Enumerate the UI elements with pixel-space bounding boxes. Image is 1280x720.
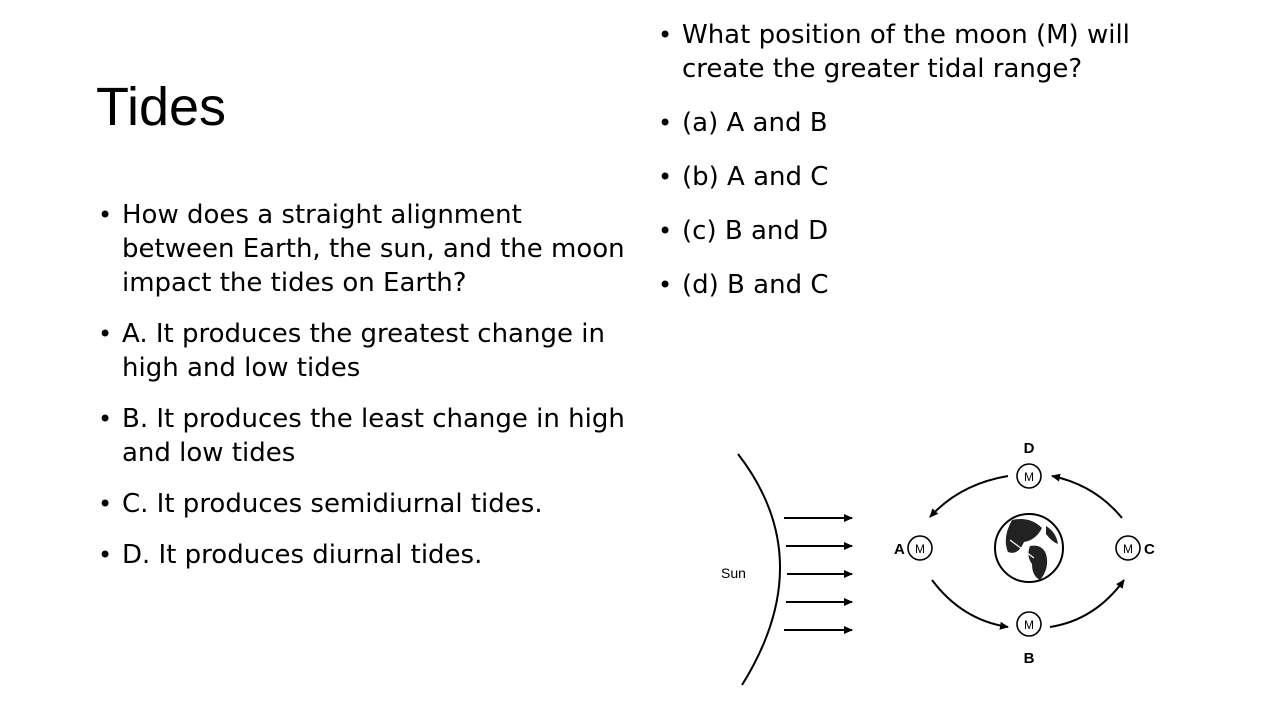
orbit-arrow <box>1052 476 1122 518</box>
position-label-d: D <box>1023 440 1035 457</box>
orbit-arrow <box>1050 580 1124 627</box>
sunlight-arrows <box>784 518 852 630</box>
question-one-list <box>96 198 626 589</box>
orbit-arrow <box>932 580 1008 627</box>
sun-label: Sun <box>721 565 746 581</box>
moon-position-d <box>1017 440 1041 488</box>
slide-title: Tides <box>96 77 227 137</box>
answer-choice-b: • (b) A and C <box>656 160 1216 194</box>
question-two-text: • What position of the moon (M) will create the greater tidal range? <box>656 18 1216 86</box>
position-label-c: C <box>1144 541 1155 558</box>
answer-choice-d: • (d) B and C <box>656 268 1216 302</box>
orbit-arrow <box>930 476 1008 517</box>
position-label-a: A <box>894 541 905 558</box>
moon-symbol: M <box>1123 542 1133 556</box>
answer-option-a: • A. It produces the greatest change in high and low tides <box>96 317 626 385</box>
moon-position-a <box>894 536 932 560</box>
earth-icon <box>995 514 1063 582</box>
moon-symbol: M <box>1024 618 1034 632</box>
moon-symbol: M <box>1024 470 1034 484</box>
moon-position-b <box>1017 612 1041 667</box>
answer-option-c: • C. It produces semidiurnal tides. <box>96 487 626 521</box>
moon-symbol: M <box>915 542 925 556</box>
answer-choice-a: • (a) A and B <box>656 106 1216 140</box>
question-two-list <box>656 18 1216 322</box>
answer-option-b: • B. It produces the least change in high and low tides <box>96 402 626 470</box>
position-label-b: B <box>1023 650 1035 667</box>
question-one-text: • How does a straight alignment between Earth, the sun, and the moon impact the tides on Earth? <box>96 198 626 300</box>
answer-choice-c: • (c) B and D <box>656 214 1216 248</box>
moon-position-c <box>1116 536 1155 560</box>
answer-option-d: • D. It produces diurnal tides. <box>96 538 626 572</box>
tide-diagram <box>690 430 1180 692</box>
